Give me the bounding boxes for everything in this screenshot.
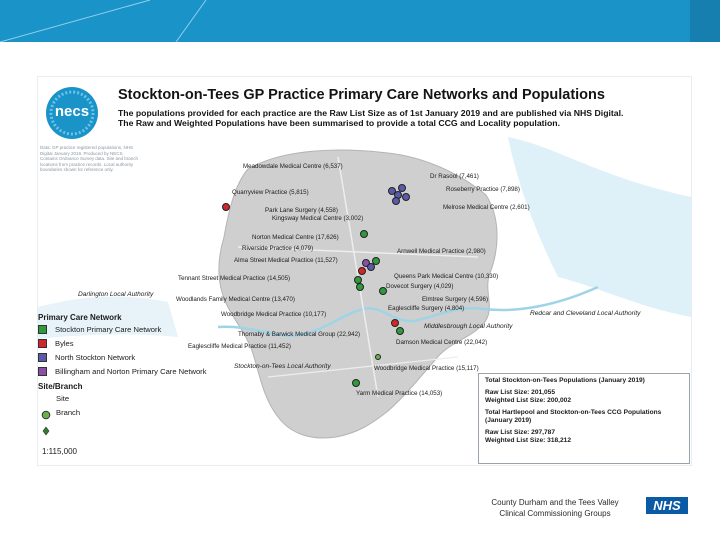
page-subtitle <box>118 108 678 128</box>
map-slide <box>37 76 692 466</box>
marker-north-3 <box>399 185 406 192</box>
marker-woodlands <box>357 284 364 291</box>
authority-label: Darlington Local Authority <box>78 291 154 298</box>
legend-label: Site <box>56 393 70 403</box>
practice-label: Woodbridge Medical Practice (15,117) <box>374 365 479 372</box>
practice-label: Norton Medical Centre (17,626) <box>252 234 339 241</box>
ccg-raw: Raw List Size: 297,787 <box>485 429 556 436</box>
practice-label: Yarm Medical Practice (14,053) <box>356 390 443 397</box>
practice-label: Riverside Practice (4,079) <box>242 245 314 252</box>
legend-label: Byles <box>55 338 74 348</box>
marker-norton <box>361 231 368 238</box>
practice-label: Arnwell Medical Practice (2,980) <box>397 248 486 255</box>
practice-label: Thornaby & Barwick Medical Group (22,942) <box>238 331 361 338</box>
stockton-raw: Raw List Size: 201,055 <box>485 389 556 396</box>
stockton-pop-title: Total Stockton-on-Tees Populations (January 2019) <box>485 377 645 384</box>
practice-label: Alma Street Medical Practice (11,527) <box>234 257 338 264</box>
practice-label: Eaglescliffe Surgery (4,804) <box>388 305 465 312</box>
practice-label: Dr Rasool (7,461) <box>430 173 479 180</box>
authority-label: Middlesbrough Local Authority <box>424 323 513 330</box>
population-summary <box>478 373 690 464</box>
footer-org <box>480 497 630 519</box>
legend-swatch-billingham <box>38 367 47 376</box>
practice-label: Kingsway Medical Centre (3,002) <box>272 215 364 222</box>
practice-label: Melrose Medical Centre (2,601) <box>443 204 530 211</box>
legend-label: Stockton Primary Care Network <box>55 324 162 334</box>
footer-org-line-2: Clinical Commissioning Groups <box>499 509 611 518</box>
marker-central-3 <box>373 258 380 265</box>
practice-label: Eaglescliffe Medical Practice (11,452) <box>188 343 291 350</box>
practice-label: Damson Medical Centre (22,042) <box>396 339 488 346</box>
logo-text: necs <box>54 103 90 120</box>
practice-label: Tennant Street Medical Practice (14,505) <box>178 275 291 282</box>
ccg-weighted: Weighted List Size: 318,212 <box>485 437 571 444</box>
legend-item <box>38 322 238 336</box>
practice-label: Quarryview Practice (5,815) <box>232 189 309 196</box>
legend-label: North Stockton Network <box>55 352 136 362</box>
necs-logo <box>44 85 100 141</box>
legend-item <box>38 364 238 378</box>
marker-yarm <box>353 380 360 387</box>
page-title: Stockton-on-Tees GP Practice Primary Care Networks and Populations <box>118 87 605 103</box>
practice-label: Elmtree Surgery (4,596) <box>422 296 489 303</box>
top-banner <box>0 0 720 42</box>
subtitle-line-1: The populations provided for each practice are the Raw List Size as of 1st January 2019 and are published via NHS Digital. <box>118 108 624 118</box>
marker-quarryview <box>223 204 230 211</box>
legend-site-title: Site/Branch <box>38 382 83 391</box>
ccg-pop-title: Total Hartlepool and Stockton-on-Tees CCG Populations (January 2019) <box>485 409 662 424</box>
legend-swatch-north-stockton <box>38 353 47 362</box>
legend-item <box>38 350 238 364</box>
legend-swatch-stockton <box>38 325 47 334</box>
marker-north-4 <box>393 198 400 205</box>
marker-central-4 <box>359 268 366 275</box>
practice-label: Meadowdale Medical Centre (6,537) <box>243 163 343 170</box>
marker-thornaby <box>392 320 399 327</box>
footer-org-line-1: County Durham and the Tees Valley <box>491 498 619 507</box>
marker-central-2 <box>368 264 375 271</box>
nhs-logo: NHS <box>646 497 688 514</box>
authority-label: Redcar and Cleveland Local Authority <box>530 310 641 317</box>
practice-label: Park Lane Surgery (4,558) <box>265 207 338 214</box>
source-notes: Data: GP practice registered populations, NHS Digital January 2019. Produced by NECS. Contains Ordnance Survey data. Site and branch locations from practice records. Local authority boundaries shown for reference only. <box>40 145 139 172</box>
legend-item <box>38 336 238 350</box>
authority-label: Stockton-on-Tees Local Authority <box>234 363 331 370</box>
subtitle-line-2: The Raw and Weighted Populations have been summarised to provide a total CCG and Locality population. <box>118 118 560 128</box>
marker-damson <box>397 328 404 335</box>
map-legend <box>38 313 238 419</box>
practice-label: Dovecot Surgery (4,029) <box>386 283 454 290</box>
marker-tennant <box>355 277 362 284</box>
legend-swatch-byles <box>38 339 47 348</box>
legend-item <box>38 405 238 419</box>
practice-label: Queens Park Medical Centre (10,330) <box>394 273 499 280</box>
map-scale: 1:115,000 <box>42 447 77 456</box>
practice-label: Woodlands Family Medical Centre (13,470) <box>176 296 295 303</box>
legend-label: Billingham and Norton Primary Care Network <box>55 366 207 376</box>
marker-north-5 <box>403 194 410 201</box>
legend-label: Branch <box>56 407 81 417</box>
practice-label: Roseberry Practice (7,898) <box>446 186 520 193</box>
legend-network-title: Primary Care Network <box>38 313 122 322</box>
stockton-weighted: Weighted List Size: 200,002 <box>485 397 571 404</box>
practice-label: Woodbridge Medical Practice (10,177) <box>221 311 327 318</box>
marker-south <box>376 355 381 360</box>
legend-item <box>38 391 238 405</box>
